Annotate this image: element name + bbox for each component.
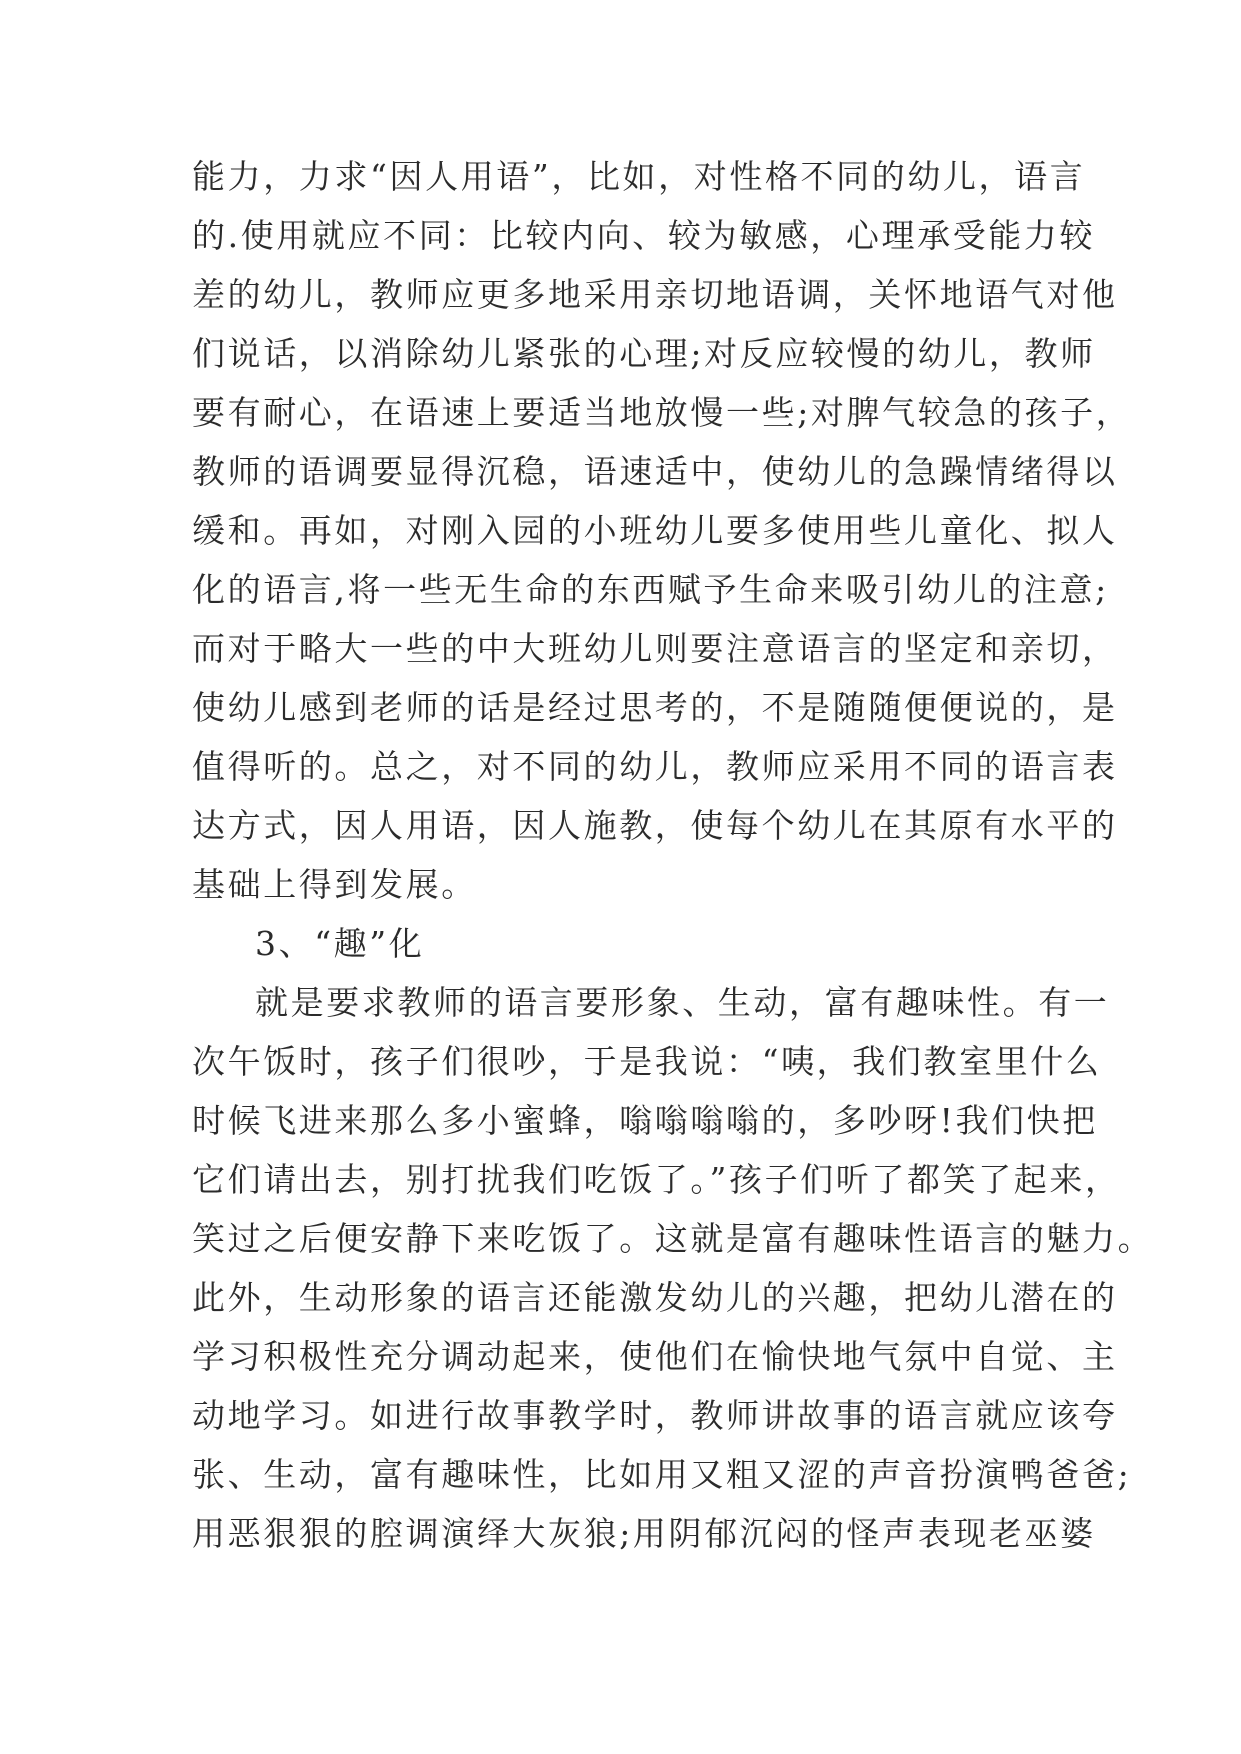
body-text — [192, 147, 1154, 1563]
text-line: 用恶狠狠的腔调演绎大灰狼;用阴郁沉闷的怪声表现老巫婆 — [192, 1514, 1096, 1553]
text-line: 值得听的。总之，对不同的幼儿，教师应采用不同的语言表 — [192, 747, 1118, 786]
text-line: 张、生动，富有趣味性，比如用又粗又涩的声音扮演鸭爸爸; — [192, 1455, 1132, 1494]
text-line: 学习积极性充分调动起来，使他们在愉快地气氛中自觉、主 — [192, 1337, 1118, 1376]
text-line: 它们请出去，别打扰我们吃饭了。”孩子们听了都笑了起来， — [192, 1160, 1121, 1199]
text-line: 要有耐心，在语速上要适当地放慢一些;对脾气较急的孩子， — [192, 393, 1132, 432]
text-line: 的.使用就应不同：比较内向、较为敏感，心理承受能力较 — [192, 216, 1096, 255]
text-line: 能力，力求“因人用语”，比如，对性格不同的幼儿，语言 — [192, 157, 1086, 196]
text-line: 笑过之后便安静下来吃饭了。这就是富有趣味性语言的魅力。 — [192, 1219, 1154, 1258]
text-line: 而对于略大一些的中大班幼儿则要注意语言的坚定和亲切， — [192, 629, 1118, 668]
text-line: 动地学习。如进行故事教学时，教师讲故事的语言就应该夸 — [192, 1396, 1118, 1435]
text-line: 们说话，以消除幼儿紧张的心理;对反应较慢的幼儿，教师 — [192, 334, 1096, 373]
text-line: 差的幼儿，教师应更多地采用亲切地语调，关怀地语气对他 — [192, 275, 1118, 314]
text-line: 使幼儿感到老师的话是经过思考的，不是随随便便说的，是 — [192, 688, 1118, 727]
text-line: 此外，生动形象的语言还能激发幼儿的兴趣，把幼儿潜在的 — [192, 1278, 1118, 1317]
text-line: 化的语言,将一些无生命的东西赋予生命来吸引幼儿的注意; — [192, 570, 1109, 609]
text-line: 达方式，因人用语，因人施教，使每个幼儿在其原有水平的 — [192, 806, 1118, 845]
text-line: 次午饭时，孩子们很吵，于是我说：“咦，我们教室里什么 — [192, 1042, 1102, 1081]
text-line: 缓和。再如，对刚入园的小班幼儿要多使用些儿童化、拟人 — [192, 511, 1118, 550]
text-line: 时候飞进来那么多小蜜蜂，嗡嗡嗡嗡的，多吵呀!我们快把 — [192, 1101, 1098, 1140]
text-line: 教师的语调要显得沉稳，语速适中，使幼儿的急躁情绪得以 — [192, 452, 1118, 491]
section-heading: 3、“趣”化 — [255, 924, 425, 963]
paragraph-first-line: 就是要求教师的语言要形象、生动，富有趣味性。有一 — [255, 983, 1110, 1022]
text-line: 基础上得到发展。 — [192, 865, 477, 904]
